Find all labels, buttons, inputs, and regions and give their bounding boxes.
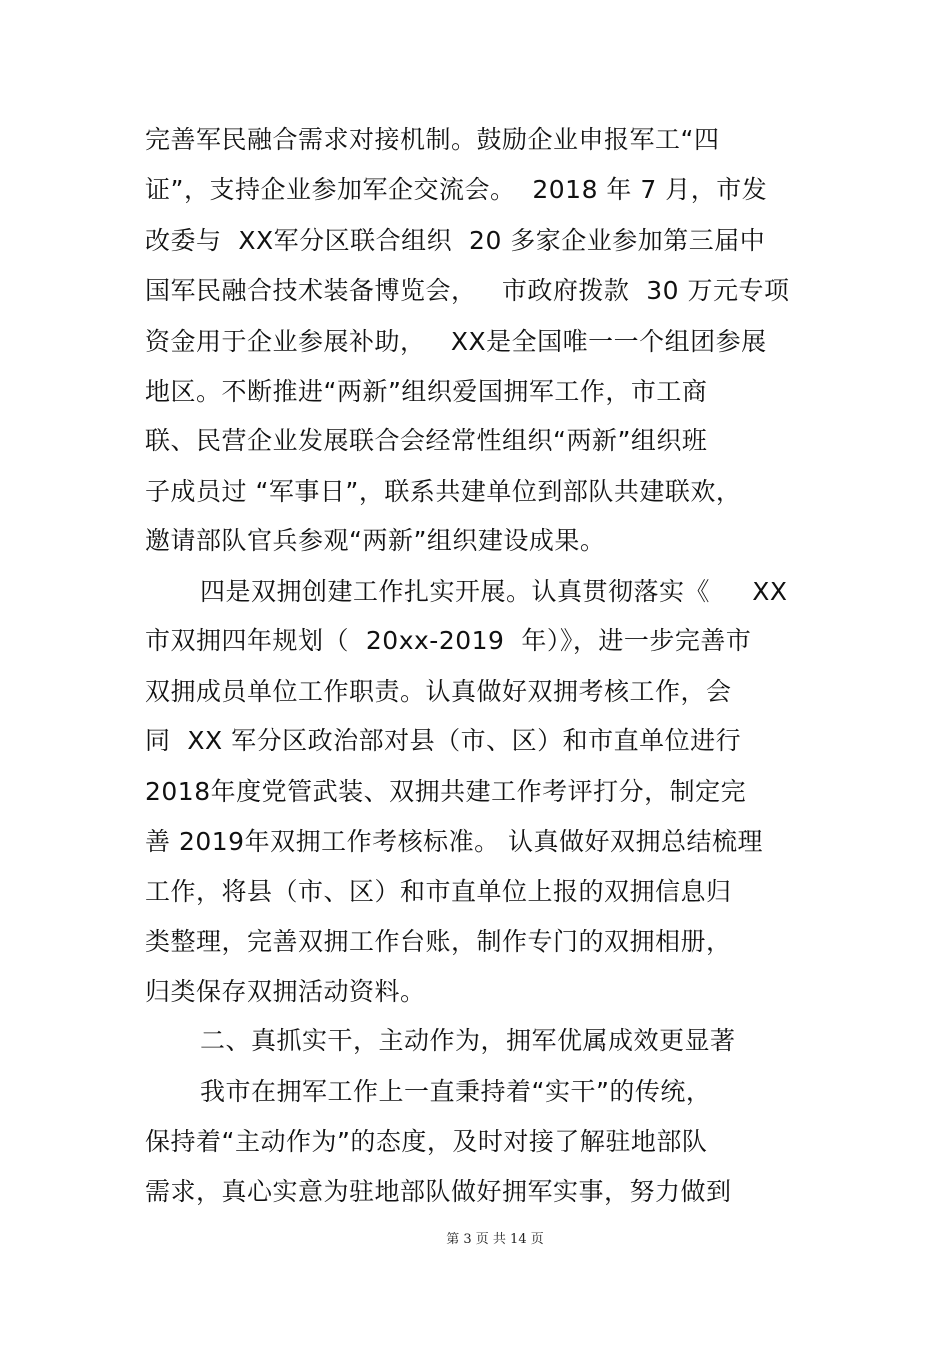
text-line: 归类保存双拥活动资料。: [145, 977, 426, 1006]
text-line: 资金用于企业参展补助， XX是全国唯一一个组团参展: [145, 327, 767, 356]
text-line: 类整理，完善双拥工作台账，制作专门的双拥相册，: [145, 927, 732, 956]
paragraph-first-line: 四是双拥创建工作扎实开展。认真贯彻落实《 XX: [200, 577, 788, 606]
text-line: 证”，支持企业参加军企交流会。 2018 年 7 月，市发: [145, 175, 768, 204]
text-line: 保持着“主动作为”的态度，及时对接了解驻地部队: [145, 1127, 708, 1156]
text-line: 邀请部队官兵参观“两新”组织建设成果。: [145, 526, 606, 555]
text-line: 市双拥四年规划（ 20xx-2019 年）》，进一步完善市: [145, 626, 752, 655]
text-line: 完善军民融合需求对接机制。鼓励企业申报军工“四: [145, 125, 720, 154]
text-line: 国军民融合技术装备博览会， 市政府拨款 30 万元专项: [145, 276, 790, 305]
text-line: 子成员过 “军事日”，联系共建单位到部队共建联欢，: [145, 477, 742, 506]
paragraph-first-line: 我市在拥军工作上一直秉持着“实干”的传统，: [200, 1077, 712, 1106]
text-line: 改委与 XX军分区联合组织 20 多家企业参加第三届中: [145, 226, 766, 255]
text-line: 需求，真心实意为驻地部队做好拥军实事，努力做到: [145, 1177, 732, 1206]
text-line: 工作，将县（市、区）和市直单位上报的双拥信息归: [145, 877, 732, 906]
text-line: 同 XX 军分区政治部对县（市、区）和市直单位进行: [145, 726, 742, 755]
page-number-footer: 第 3 页 共 14 页: [446, 1232, 544, 1247]
text-line: 善 2019年双拥工作考核标准。 认真做好双拥总结梳理: [145, 827, 764, 856]
text-line: 地区。不断推进“两新”组织爱国拥军工作，市工商: [145, 377, 708, 406]
text-line: 2018年度党管武装、双拥共建工作考评打分，制定完: [145, 777, 747, 806]
text-line: 联、民营企业发展联合会经常性组织“两新”组织班: [145, 426, 708, 455]
section-heading: 二、真抓实干，主动作为，拥军优属成效更显著: [200, 1026, 736, 1055]
text-line: 双拥成员单位工作职责。认真做好双拥考核工作，会: [145, 677, 732, 706]
